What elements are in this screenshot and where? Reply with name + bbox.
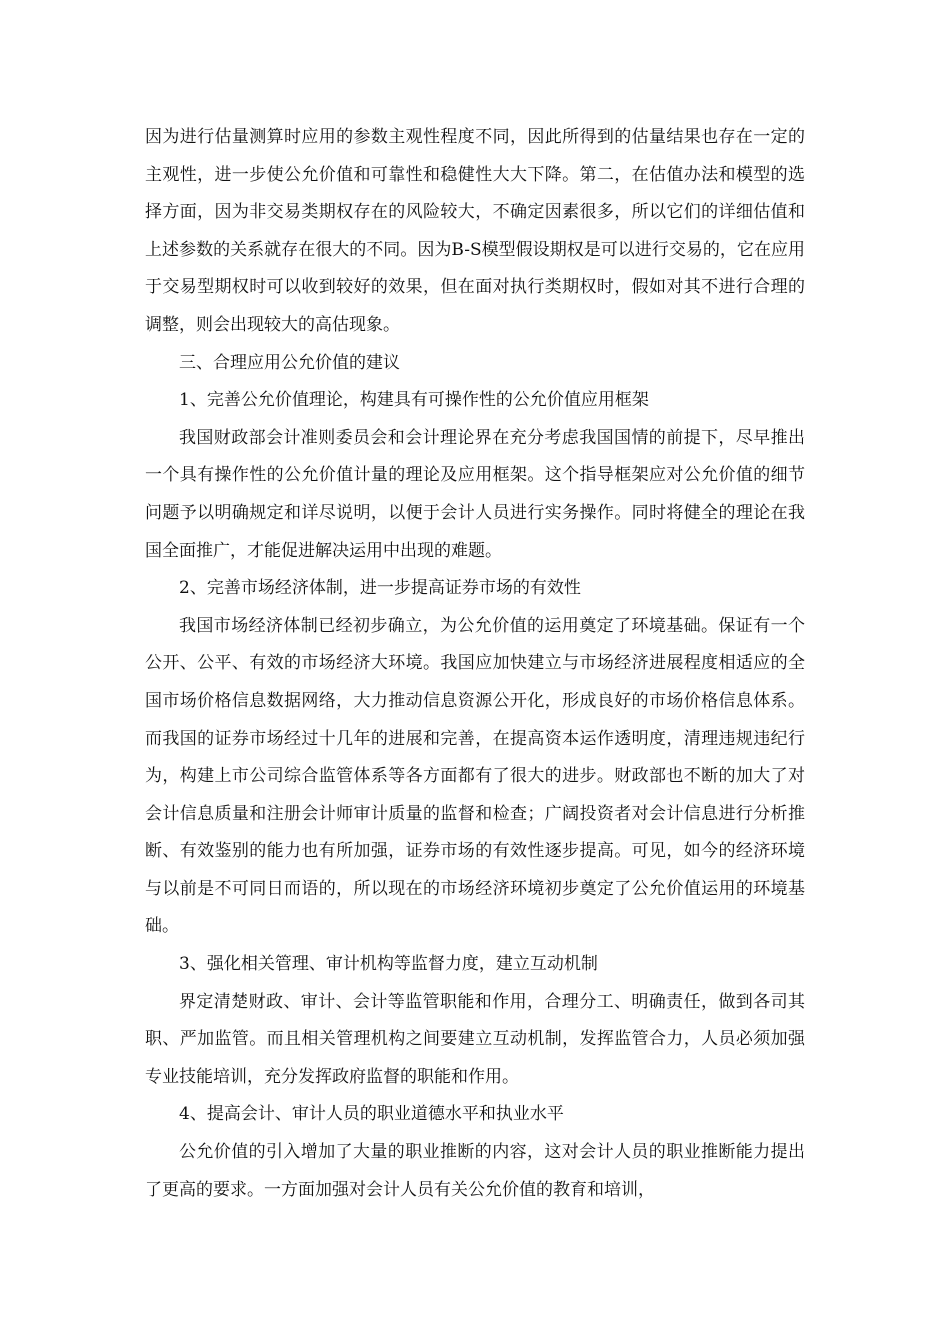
paragraph-continuation: 因为进行估量测算时应用的参数主观性程度不同，因此所得到的估量结果也存在一定的主观性，进一步使公允价值和可靠性和稳健性大大下降。第二，在估值办法和模型的选择方面，因为非交易类期权存在的风险较大，不确定因素很多，所以它们的详细估值和上述参数的关系就存在很大的不同。因为B-S模型假设期权是可以进行交易的，它在应用于交易型期权时可以收到较好的效果，但在面对执行类期权时，假如对其不进行合理的调整，则会出现较大的高估现象。 — [145, 127, 805, 335]
paragraph-4: 公允价值的引入增加了大量的职业推断的内容，这对会计人员的职业推断能力提出了更高的要求。一方面加强对会计人员有关公允价值的教育和培训， — [145, 1142, 805, 1200]
paragraph-3: 界定清楚财政、审计、会计等监管职能和作用，合理分工、明确责任，做到各司其职、严加监管。而且相关管理机构之间要建立互动机制，发挥监管合力，人员必须加强专业技能培训，充分发挥政府监督的职能和作用。 — [145, 991, 805, 1087]
section-heading-3: 三、合理应用公允价值的建议 — [179, 352, 400, 373]
document-body — [145, 119, 805, 1209]
subheading-3: 3、强化相关管理、审计机构等监督力度，建立互动机制 — [179, 954, 598, 975]
subheading-1: 1、完善公允价值理论，构建具有可操作性的公允价值应用框架 — [179, 390, 649, 411]
subheading-4: 4、提高会计、审计人员的职业道德水平和执业水平 — [179, 1104, 564, 1125]
subheading-2: 2、完善市场经济体制，进一步提高证券市场的有效性 — [179, 578, 581, 599]
paragraph-1: 我国财政部会计准则委员会和会计理论界在充分考虑我国国情的前提下，尽早推出一个具有操作性的公允价值计量的理论及应用框架。这个指导框架应对公允价值的细节问题予以明确规定和详尽说明，以便于会计人员进行实务操作。同时将健全的理论在我国全面推广，才能促进解决运用中出现的难题。 — [145, 427, 805, 561]
paragraph-2: 我国市场经济体制已经初步确立，为公允价值的运用奠定了环境基础。保证有一个公开、公平、有效的市场经济大环境。我国应加快建立与市场经济进展程度相适应的全国市场价格信息数据网络，大力推动信息资源公开化，形成良好的市场价格信息体系。而我国的证券市场经过十几年的进展和完善，在提高资本运作透明度，清理违规违纪行为，构建上市公司综合监管体系等各方面都有了很大的进步。财政部也不断的加大了对会计信息质量和注册会计师审计质量的监督和检查；广阔投资者对会计信息进行分析推断、有效鉴别的能力也有所加强，证券市场的有效性逐步提高。可见，如今的经济环境与以前是不可同日而语的，所以现在的市场经济环境初步奠定了公允价值运用的环境基础。 — [145, 615, 805, 937]
